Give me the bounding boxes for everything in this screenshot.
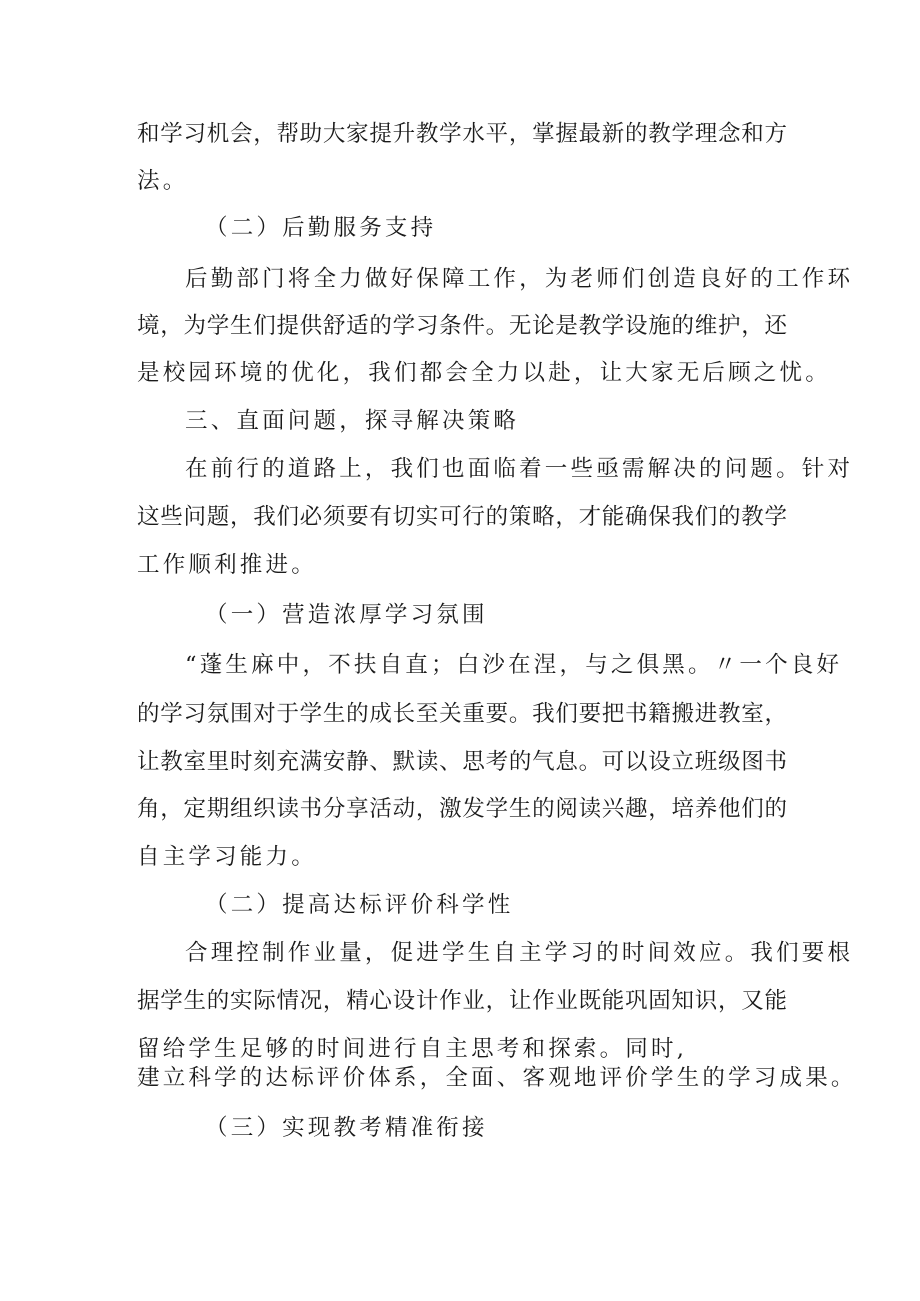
paragraph-line: 建立科学的达标评价体系，全面、客观地评价学生的学习成果。: [137, 1065, 857, 1091]
paragraph-line: 这些问题，我们必须要有切实可行的策略，才能确保我们的教学: [137, 504, 787, 530]
paragraph-line: 角，定期组织读书分享活动，激发学生的阅读兴趣，培养他们的: [137, 796, 787, 822]
paragraph-line: 是校园环境的优化，我们都会全力以赴，让大家无后顾之忧。: [137, 360, 831, 386]
section-heading: （一）营造浓厚学习氛围: [205, 602, 488, 628]
paragraph-line: “蓬生麻中，不扶自直；白沙在涅，与之俱黑。〃一个良好: [185, 652, 843, 678]
paragraph-line: 留给学生足够的时间进行自主思考和探索。同时,: [137, 1036, 688, 1062]
paragraph-line: 据学生的实际情况，精心设计作业，让作业既能巩固知识，又能: [137, 988, 787, 1014]
paragraph-line: 工作顺利推进。: [137, 552, 317, 578]
paragraph-line: 让教室里时刻充满安静、默读、思考的气息。可以设立班级图书: [137, 749, 787, 775]
paragraph-line: 在前行的道路上，我们也面临着一些亟需解决的问题。针对: [185, 456, 854, 482]
section-heading: 三、直面问题，探寻解决策略: [185, 408, 520, 434]
paragraph-line: 法。: [137, 168, 189, 194]
section-heading: （二）后勤服务支持: [205, 215, 437, 241]
paragraph-line: 的学习氛围对于学生的成长至关重要。我们要把书籍搬进教室，: [137, 701, 787, 727]
paragraph-line: 境，为学生们提供舒适的学习条件。无论是教学设施的维护，还: [137, 313, 787, 339]
paragraph-line: 和学习机会，帮助大家提升教学水平，掌握最新的教学理念和方: [137, 121, 787, 147]
paragraph-line: 后勤部门将全力做好保障工作，为老师们创造良好的工作环: [185, 266, 854, 292]
section-heading: （三）实现教考精准衔接: [205, 1115, 488, 1141]
paragraph-line: 自主学习能力。: [137, 844, 317, 870]
section-heading: （二）提高达标评价科学性: [205, 892, 514, 918]
paragraph-line: 合理控制作业量，促进学生自主学习的时间效应。我们要根: [185, 940, 854, 966]
